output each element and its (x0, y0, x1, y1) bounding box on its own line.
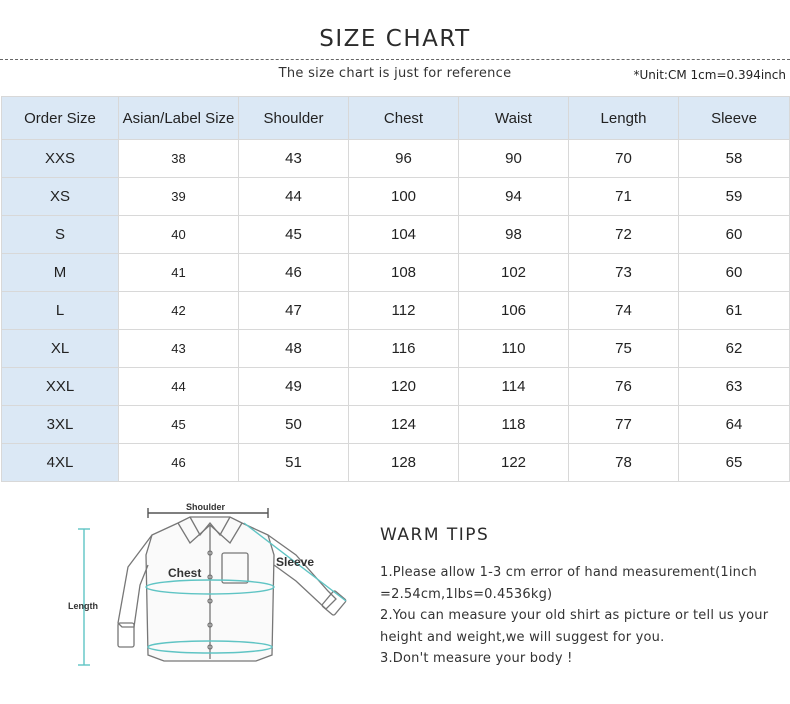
shoulder-label: Shoulder (186, 502, 226, 512)
table-cell: 73 (569, 254, 679, 292)
tip-2b: height and weight,we will suggest for you. (380, 629, 665, 645)
table-cell: 76 (569, 368, 679, 406)
order-size-cell: 3XL (2, 406, 119, 444)
table-cell: 45 (119, 406, 239, 444)
table-row (2, 444, 790, 482)
table-cell: 63 (679, 368, 790, 406)
table-row (2, 406, 790, 444)
table-cell: 124 (349, 406, 459, 444)
table-cell: 40 (119, 216, 239, 254)
order-size-cell: 4XL (2, 444, 119, 482)
warm-tips-list (380, 562, 780, 670)
table-cell: 128 (349, 444, 459, 482)
table-cell: 94 (459, 178, 569, 216)
table-cell: 116 (349, 330, 459, 368)
table-cell: 44 (239, 178, 349, 216)
page-title: SIZE CHART (319, 26, 471, 52)
table-cell: 70 (569, 140, 679, 178)
order-size-cell: XXL (2, 368, 119, 406)
table-cell: 49 (239, 368, 349, 406)
table-cell: 44 (119, 368, 239, 406)
table-cell: 98 (459, 216, 569, 254)
column-header: Length (569, 97, 679, 140)
table-row (2, 140, 790, 178)
table-cell: 48 (239, 330, 349, 368)
table-cell: 47 (239, 292, 349, 330)
order-size-cell: M (2, 254, 119, 292)
dashed-divider (0, 59, 790, 60)
column-header: Asian/Label Size (119, 97, 239, 140)
length-label: Length (68, 601, 98, 611)
warm-tips-title: WARM TIPS (380, 525, 490, 545)
table-header-row (2, 97, 790, 140)
table-cell: 64 (679, 406, 790, 444)
order-size-cell: S (2, 216, 119, 254)
table-cell: 120 (349, 368, 459, 406)
table-cell: 108 (349, 254, 459, 292)
table-cell: 60 (679, 254, 790, 292)
shirt-diagram (60, 495, 360, 695)
size-chart-table (1, 96, 790, 482)
table-row (2, 178, 790, 216)
chest-label: Chest (168, 566, 202, 580)
unit-note: *Unit:CM 1cm=0.394inch (633, 68, 786, 82)
table-cell: 58 (679, 140, 790, 178)
table-row (2, 292, 790, 330)
order-size-cell: XXS (2, 140, 119, 178)
table-cell: 43 (119, 330, 239, 368)
table-cell: 60 (679, 216, 790, 254)
tip-1b: =2.54cm,1lbs=0.4536kg) (380, 586, 553, 602)
table-row (2, 254, 790, 292)
tip-2a: 2.You can measure your old shirt as picture or tell us your (380, 608, 769, 623)
table-row (2, 216, 790, 254)
table-cell: 65 (679, 444, 790, 482)
tip-3: 3.Don't measure your body ! (380, 651, 573, 666)
table-cell: 46 (119, 444, 239, 482)
table-cell: 100 (349, 178, 459, 216)
table-cell: 74 (569, 292, 679, 330)
table-cell: 71 (569, 178, 679, 216)
table-cell: 50 (239, 406, 349, 444)
table-cell: 112 (349, 292, 459, 330)
table-cell: 110 (459, 330, 569, 368)
table-cell: 78 (569, 444, 679, 482)
table-cell: 59 (679, 178, 790, 216)
column-header: Chest (349, 97, 459, 140)
table-cell: 114 (459, 368, 569, 406)
column-header: Shoulder (239, 97, 349, 140)
column-header: Waist (459, 97, 569, 140)
table-cell: 75 (569, 330, 679, 368)
order-size-cell: XS (2, 178, 119, 216)
table-cell: 51 (239, 444, 349, 482)
shirt-outline (118, 517, 347, 661)
table-cell: 61 (679, 292, 790, 330)
column-header: Sleeve (679, 97, 790, 140)
table-cell: 72 (569, 216, 679, 254)
subtitle: The size chart is just for reference (278, 66, 512, 81)
table-cell: 46 (239, 254, 349, 292)
table-cell: 102 (459, 254, 569, 292)
table-cell: 90 (459, 140, 569, 178)
column-header: Order Size (2, 97, 119, 140)
order-size-cell: L (2, 292, 119, 330)
table-cell: 39 (119, 178, 239, 216)
sleeve-label: Sleeve (276, 555, 315, 569)
table-cell: 96 (349, 140, 459, 178)
table-cell: 118 (459, 406, 569, 444)
table-row (2, 330, 790, 368)
table-cell: 77 (569, 406, 679, 444)
order-size-cell: XL (2, 330, 119, 368)
table-cell: 122 (459, 444, 569, 482)
table-cell: 42 (119, 292, 239, 330)
table-cell: 43 (239, 140, 349, 178)
table-row (2, 368, 790, 406)
table-cell: 41 (119, 254, 239, 292)
table-cell: 38 (119, 140, 239, 178)
table-body (2, 140, 790, 482)
table-cell: 62 (679, 330, 790, 368)
table-cell: 45 (239, 216, 349, 254)
table-cell: 106 (459, 292, 569, 330)
tip-1a: 1.Please allow 1-3 cm error of hand measurement(1inch (380, 565, 757, 580)
table-cell: 104 (349, 216, 459, 254)
